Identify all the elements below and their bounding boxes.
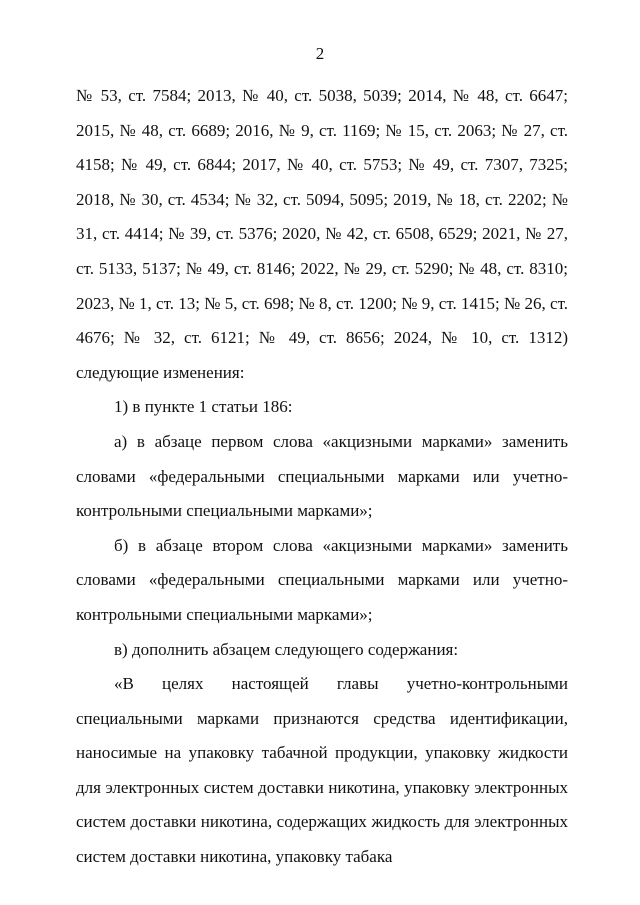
document-body <box>76 79 568 875</box>
paragraph-new-abzac-quote: «В целях настоящей главы учетно-контрольными специальными марками признаются средства идентификации, наносимые на упаковку табачной продукции, упаковку жидкости для электронных систем доставки никотина, упаковку электронных систем доставки никотина, содержащих жидкость для электронных систем доставки никотина, упаковку табака <box>76 674 568 867</box>
paragraph-subitem-b: б) в абзаце втором слова «акцизными марками» заменить словами «федеральными специальными марками или учетно-контрольными специальными марками»; <box>76 535 568 624</box>
paragraph-subitem-a: а) в абзаце первом слова «акцизными марками» заменить словами «федеральными специальными марками или учетно-контрольными специальными марками»; <box>76 431 568 521</box>
page-number: 2 <box>315 44 325 63</box>
paragraph-subitem-v: в) дополнить абзацем следующего содержания: <box>114 639 459 659</box>
paragraph-item-1: 1) в пункте 1 статьи 186: <box>114 397 293 417</box>
paragraph-citations-continuation: № 53, ст. 7584; 2013, № 40, ст. 5038, 5039; 2014, № 48, ст. 6647; 2015, № 48, ст. 6689; 2016, № 9, ст. 1169; № 15, ст. 2063; № 27, ст. 4158; № 49, ст. 6844; 2017, № 40, ст. 5753; № 49, ст. 7307, 7325; 2018, № 30, ст. 4534; № 32, ст. 5094, 5095; 2019, № 18, ст. 2202; № 31, ст. 4414; № 39, ст. 5376; 2020, № 42, ст. 6508, 6529; 2021, № 27, ст. 5133, 5137; № 49, ст. 8146; 2022, № 29, ст. 5290; № 48, ст. 8310; 2023, № 1, ст. 13; № 5, ст. 698; № 8, ст. 1200; № 9, ст. 1415; № 26, ст. 4676; № 32, ст. 6121; № 49, ст. 8656; 2024, № 10, ст. 1312) следующие изменения: <box>76 86 568 382</box>
